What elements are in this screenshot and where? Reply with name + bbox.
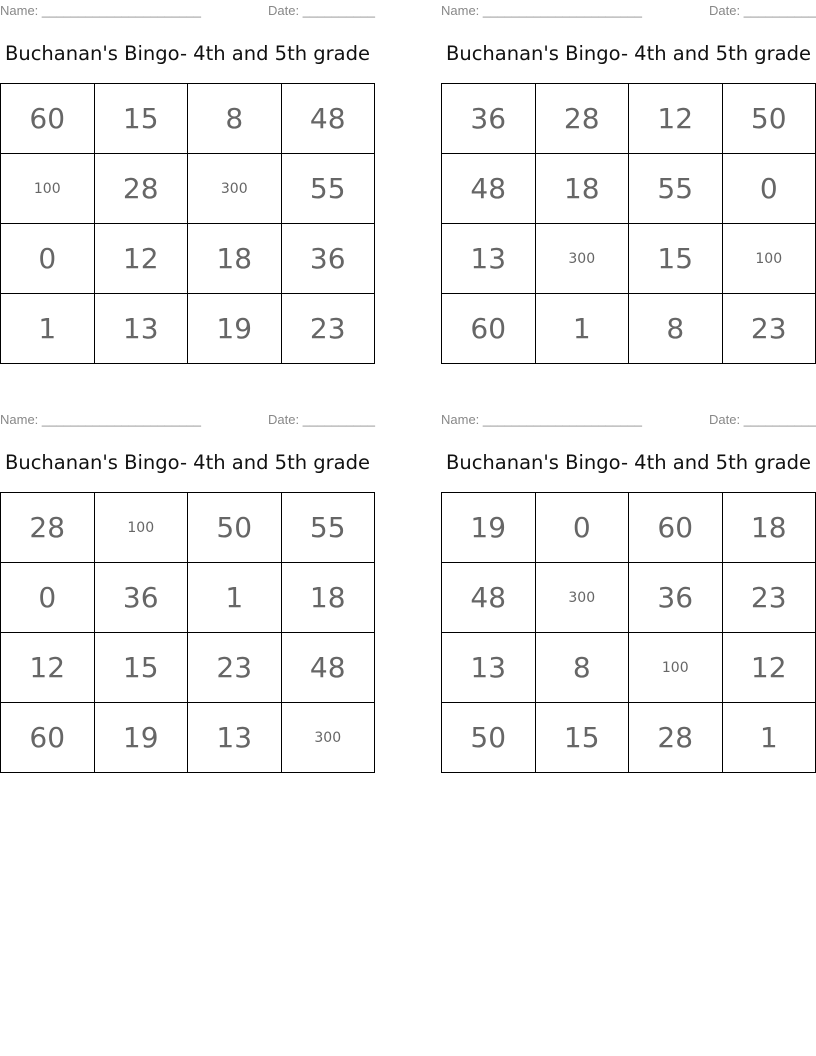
card-header bbox=[0, 409, 375, 431]
grid-row bbox=[1, 84, 375, 154]
bingo-cell: 100 bbox=[1, 154, 95, 224]
name-field: Name: ______________________ bbox=[441, 3, 642, 18]
bingo-cell: 60 bbox=[629, 493, 723, 563]
bingo-cell: 13 bbox=[188, 703, 282, 773]
bingo-cell: 0 bbox=[1, 224, 95, 294]
grid-row bbox=[442, 224, 816, 294]
bingo-cell: 100 bbox=[722, 224, 816, 294]
bingo-cell: 100 bbox=[94, 493, 188, 563]
bingo-cell: 23 bbox=[722, 294, 816, 364]
bingo-cell: 60 bbox=[1, 703, 95, 773]
grid-row bbox=[1, 294, 375, 364]
bingo-grid bbox=[0, 83, 375, 364]
bingo-cell: 12 bbox=[629, 84, 723, 154]
bingo-cell: 12 bbox=[1, 633, 95, 703]
bingo-cell: 1 bbox=[188, 563, 282, 633]
bingo-cell: 15 bbox=[535, 703, 629, 773]
bingo-cell: 48 bbox=[281, 633, 375, 703]
bingo-cell: 300 bbox=[188, 154, 282, 224]
date-field: Date: __________ bbox=[709, 3, 816, 18]
bingo-cell: 0 bbox=[722, 154, 816, 224]
bingo-cell: 36 bbox=[442, 84, 536, 154]
bingo-cell: 8 bbox=[629, 294, 723, 364]
card-header bbox=[0, 0, 375, 22]
bingo-cell: 28 bbox=[535, 84, 629, 154]
bingo-cell: 0 bbox=[535, 493, 629, 563]
bingo-cell: 18 bbox=[281, 563, 375, 633]
grid-row bbox=[442, 703, 816, 773]
bingo-cell: 23 bbox=[281, 294, 375, 364]
bingo-grid bbox=[0, 492, 375, 773]
bingo-cell: 19 bbox=[94, 703, 188, 773]
date-field: Date: __________ bbox=[268, 412, 375, 427]
bingo-cell: 50 bbox=[722, 84, 816, 154]
bingo-cell: 23 bbox=[188, 633, 282, 703]
bingo-cell: 18 bbox=[722, 493, 816, 563]
bingo-cell: 48 bbox=[442, 563, 536, 633]
bingo-cell: 0 bbox=[1, 563, 95, 633]
bingo-cell: 13 bbox=[94, 294, 188, 364]
bingo-cell: 19 bbox=[442, 493, 536, 563]
bingo-cell: 1 bbox=[1, 294, 95, 364]
bingo-cell: 50 bbox=[442, 703, 536, 773]
card-header bbox=[441, 409, 816, 431]
grid-row bbox=[1, 563, 375, 633]
name-field: Name: ______________________ bbox=[0, 412, 201, 427]
bingo-cell: 28 bbox=[1, 493, 95, 563]
card-header bbox=[441, 0, 816, 22]
bingo-cell: 60 bbox=[442, 294, 536, 364]
bingo-cell: 23 bbox=[722, 563, 816, 633]
bingo-cell: 60 bbox=[1, 84, 95, 154]
card-title: Buchanan's Bingo- 4th and 5th grade bbox=[4, 42, 371, 65]
bingo-grid bbox=[441, 83, 816, 364]
grid-row bbox=[1, 493, 375, 563]
bingo-cell: 8 bbox=[188, 84, 282, 154]
grid-row bbox=[442, 563, 816, 633]
name-field: Name: ______________________ bbox=[441, 412, 642, 427]
grid-row bbox=[442, 294, 816, 364]
bingo-cell: 15 bbox=[94, 633, 188, 703]
bingo-cell: 8 bbox=[535, 633, 629, 703]
bingo-cell: 55 bbox=[281, 154, 375, 224]
grid-row bbox=[1, 703, 375, 773]
grid-row bbox=[1, 224, 375, 294]
bingo-cell: 55 bbox=[629, 154, 723, 224]
bingo-cell: 36 bbox=[629, 563, 723, 633]
date-field: Date: __________ bbox=[709, 412, 816, 427]
card-title: Buchanan's Bingo- 4th and 5th grade bbox=[4, 451, 371, 474]
bingo-cell: 15 bbox=[629, 224, 723, 294]
bingo-cell: 36 bbox=[94, 563, 188, 633]
grid-row bbox=[442, 154, 816, 224]
grid-row bbox=[1, 633, 375, 703]
date-field: Date: __________ bbox=[268, 3, 375, 18]
grid-row bbox=[442, 633, 816, 703]
name-field: Name: ______________________ bbox=[0, 3, 201, 18]
card-title: Buchanan's Bingo- 4th and 5th grade bbox=[445, 42, 812, 65]
bingo-cell: 19 bbox=[188, 294, 282, 364]
bingo-cell: 48 bbox=[281, 84, 375, 154]
bingo-cell: 48 bbox=[442, 154, 536, 224]
bingo-cell: 300 bbox=[535, 224, 629, 294]
bingo-cell: 18 bbox=[188, 224, 282, 294]
grid-row bbox=[1, 154, 375, 224]
bingo-cell: 55 bbox=[281, 493, 375, 563]
bingo-cell: 1 bbox=[535, 294, 629, 364]
bingo-cell: 13 bbox=[442, 633, 536, 703]
bingo-cell: 300 bbox=[281, 703, 375, 773]
bingo-grid bbox=[441, 492, 816, 773]
bingo-cell: 100 bbox=[629, 633, 723, 703]
bingo-cell: 28 bbox=[629, 703, 723, 773]
bingo-cell: 12 bbox=[722, 633, 816, 703]
bingo-cell: 36 bbox=[281, 224, 375, 294]
bingo-cell: 28 bbox=[94, 154, 188, 224]
grid-row bbox=[442, 493, 816, 563]
bingo-cell: 300 bbox=[535, 563, 629, 633]
bingo-cell: 50 bbox=[188, 493, 282, 563]
bingo-cell: 1 bbox=[722, 703, 816, 773]
card-title: Buchanan's Bingo- 4th and 5th grade bbox=[445, 451, 812, 474]
grid-row bbox=[442, 84, 816, 154]
bingo-cell: 13 bbox=[442, 224, 536, 294]
bingo-cell: 12 bbox=[94, 224, 188, 294]
bingo-cell: 15 bbox=[94, 84, 188, 154]
bingo-cell: 18 bbox=[535, 154, 629, 224]
